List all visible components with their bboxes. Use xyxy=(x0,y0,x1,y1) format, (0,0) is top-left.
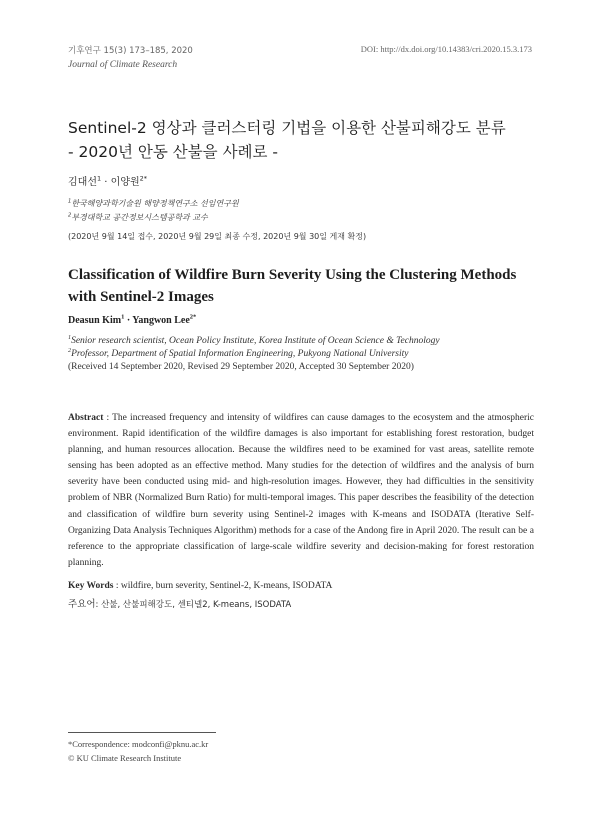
english-author2: Yangwon Lee xyxy=(132,315,190,326)
korean-title-line2: - 2020년 안동 산불을 사례로 - xyxy=(68,143,279,161)
abstract xyxy=(68,410,534,571)
affil-sup: 2 xyxy=(68,212,72,219)
abstract-text: : The increased frequency and intensity of wildfires can cause damages to the ecosystem and the atmospheric environment. Rapid identification of the wildfire damages is also important for establishing forest restoration, budget planning, and human resources allocation. Because the wildfires need to be examined for vast areas, satellite remote sensing has been adopted as an effective method. Many studies for the detection of wildfires and the analysis of burn severity have been conducted using mid- and high-resolution images. However, they had difficulties in the sensitivity problem of NBR (Normalized Burn Ratio) for multi-temporal images. This paper describes the feasibility of the detection and classification of wildfire burn severity using Sentinel-2 images with K-means and ISODATA (Iterative Self-Organizing Data Analysis Techniques Algorithm) methods for a case of the Andong fire in April 2020. The result can be a reference to the appropriate classification of large-scale wildfire severity and decision-making for forest restoration planning. xyxy=(68,413,534,568)
korean-author2-sup: 2* xyxy=(139,174,148,183)
korean-affiliation-1 xyxy=(68,197,239,211)
affil-sup: 1 xyxy=(68,334,72,341)
keywords-label: Key Words xyxy=(68,581,114,591)
korean-keywords-label: 주요어 xyxy=(68,599,96,610)
journal-name: Journal of Climate Research xyxy=(68,60,178,70)
english-author1: Deasun Kim xyxy=(68,315,122,326)
english-author2-sup: 2* xyxy=(189,313,197,321)
keywords xyxy=(68,578,534,594)
affil-text: 한국해양과학기술원 해양정책연구소 선임연구원 xyxy=(71,199,239,208)
abstract-label: Abstract xyxy=(68,413,104,423)
english-title-line2: with Sentinel-2 Images xyxy=(68,289,214,305)
korean-author2: 이양원 xyxy=(110,177,140,188)
affil-text: 부경대학교 공간정보시스템공학과 교수 xyxy=(71,213,208,222)
doi-link[interactable]: DOI: http://dx.doi.org/10.14383/cri.2020.15.3.173 xyxy=(360,44,532,54)
keywords-text: : wildfire, burn severity, Sentinel-2, K-means, ISODATA xyxy=(113,581,333,591)
author-separator: · xyxy=(124,315,133,326)
korean-author1-sup: 1 xyxy=(96,174,102,183)
korean-authors xyxy=(68,173,147,188)
author-separator: · xyxy=(101,177,111,188)
citation-line: 기후연구 15(3) 173–185, 2020 xyxy=(68,46,193,56)
affil-text: Senior research scientist, Ocean Policy Institute, Korea Institute of Ocean Science & Technology xyxy=(71,336,440,346)
english-affiliations xyxy=(68,335,440,360)
korean-title-line1: Sentinel-2 영상과 클러스터링 기법을 이용한 산불피해강도 분류 xyxy=(68,119,506,137)
english-affiliation-2 xyxy=(68,348,440,361)
english-author1-sup: 1 xyxy=(121,313,125,321)
korean-author1: 김대선 xyxy=(68,177,97,188)
english-title xyxy=(68,264,538,308)
english-authors xyxy=(68,315,196,326)
affil-sup: 2 xyxy=(68,347,72,354)
correspondence: *Correspondence: modconfi@pknu.ac.kr xyxy=(68,739,209,749)
korean-keywords-text: : 산불, 산불피해강도, 센티넬2, K-means, ISODATA xyxy=(95,600,292,610)
english-affiliation-1 xyxy=(68,335,440,348)
korean-dates: (2020년 9월 14일 접수, 2020년 9월 29일 최종 수정, 2020년 9월 30일 게재 확정) xyxy=(68,232,367,241)
korean-affiliations xyxy=(68,197,239,225)
korean-title xyxy=(68,116,538,164)
english-dates: (Received 14 September 2020, Revised 29 September 2020, Accepted 30 September 2020) xyxy=(68,362,414,372)
running-header-left xyxy=(68,44,193,72)
footnote-divider xyxy=(68,732,216,733)
affil-text: Professor, Department of Spatial Information Engineering, Pukyong National University xyxy=(71,348,409,359)
affil-sup: 1 xyxy=(68,198,72,205)
footnote xyxy=(68,737,208,765)
korean-affiliation-2 xyxy=(68,211,239,225)
english-title-line1: Classification of Wildfire Burn Severity Using the Clustering Methods xyxy=(68,267,517,283)
korean-keywords xyxy=(68,596,534,610)
copyright: © KU Climate Research Institute xyxy=(68,753,182,763)
